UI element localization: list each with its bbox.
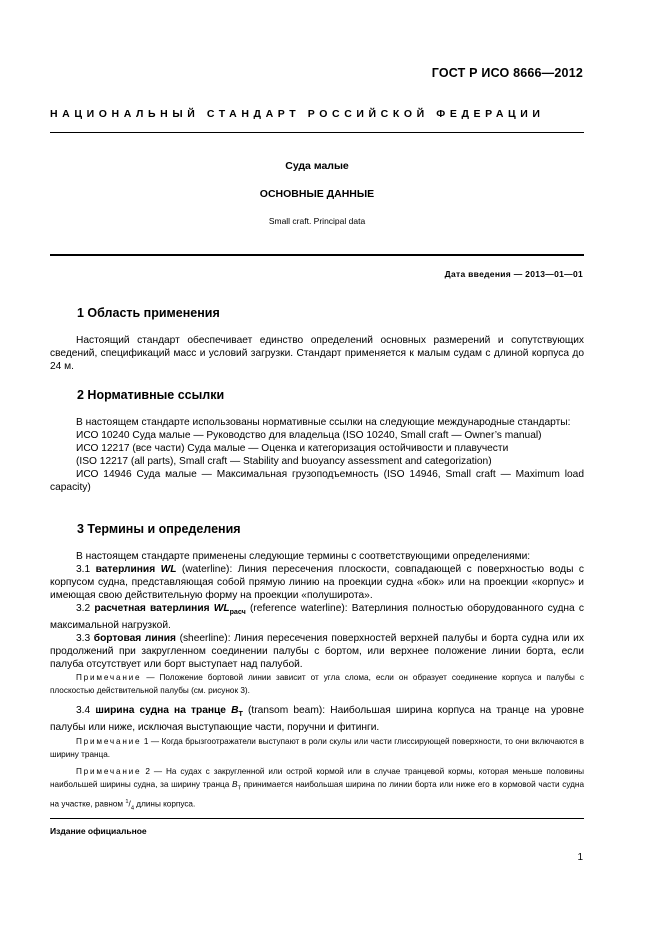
term-english: (sheerline): (179, 633, 231, 645)
section-3-body (50, 550, 584, 671)
term-definition: Линия пересечения поверхностей верхней палубы и борта судна или их продолжений при закругленном соединении палубы с бортом, или верхнее положение линии борта, если палуба отсутствует или борт выступает над палубой. (50, 633, 584, 671)
title-line-english: Small craft. Principal data (268, 216, 366, 226)
page-number: 1 (577, 852, 583, 863)
term-number: 3.2 (76, 603, 91, 614)
term-name: бортовая линия (93, 633, 176, 645)
note-text: — Положение бортовой линии зависит от угла слома, если он образует соединение корпуса и палубы с плоскостью действительной палубы (см. рисунок 3). (50, 673, 584, 695)
term-symbol: B (231, 705, 239, 716)
section-1-paragraph: Настоящий стандарт обеспечивает единство определений основных размерений и сопутствующих сведений, спецификаций масс и условий загрузки. Стандарт применяется к малым судам с длиной корпуса до 24 м. (50, 335, 584, 372)
term-english: (transom beam): (248, 705, 326, 716)
note-label: Примечание (76, 673, 142, 682)
term-symbol: WL (160, 564, 177, 575)
term-number: 3.4 (76, 705, 91, 716)
term-number: 3.3 (76, 633, 91, 645)
section-2-intro: В настоящем стандарте использованы нормативные ссылки на следующие международные стандарты: (76, 417, 571, 428)
term-name: ширина судна на транце (95, 705, 226, 716)
note-3-4-2: Примечание 2 — На судах с закругленной или острой кормой или в случае транцевой кормы, которая меньше половины наибольшей ширины судна, за ширину транца $B_T$ принимается наибольшая ширина по линии борта или ниже его в кормовой части судна на участке, равном $^1/_4$ длины корпуса. (50, 767, 585, 812)
term-number: 3.1 (76, 564, 91, 575)
normative-reference: ИСО 14946 Суда малые — Максимальная грузоподъемность (ISO 14946, Small craft — Maximum load capacity) (50, 469, 584, 493)
term-english: (waterline): (181, 564, 233, 575)
note-label: Примечание (76, 767, 142, 776)
fraction-numerator: 1 (125, 798, 129, 805)
term-symbol: WL (213, 603, 230, 614)
note-label: Примечание (76, 737, 142, 746)
term-definition: Наибольшая ширина корпуса на транце на уровне палубы или ниже, исключая выступающие части, поручни и фитинги. (50, 705, 584, 734)
term-3-1 (50, 563, 584, 602)
term-name: ватерлиния (95, 564, 156, 575)
term-symbol-subscript: T (237, 785, 241, 792)
title-line-1: Суда малые (285, 160, 349, 172)
term-3-3 (50, 632, 584, 671)
normative-reference: ИСО 10240 Суда малые — Руководство для владельца (ISO 10240, Small craft — Owner’s manual) (76, 430, 542, 441)
term-definition: Линия пересечения плоскости, совпадающей с поверхностью воды с корпусом судна, представляющая собой прямую линию на проекции судна «бок» или на проекции «корпус» и имеющая свою действительную форму на проекции «полуширота». (50, 564, 584, 601)
section-2-body (50, 416, 584, 494)
title-rule (50, 254, 584, 256)
section-3-intro: В настоящем стандарте применены следующие термины с соответствующими определениями: (76, 551, 531, 562)
section-3-heading: 3 Термины и определения (77, 522, 241, 536)
footer-rule (50, 818, 584, 819)
note-3-4-1 (50, 735, 584, 761)
section-2-heading: 2 Нормативные ссылки (77, 388, 225, 402)
title-line-2: ОСНОВНЫЕ ДАННЫЕ (259, 188, 375, 200)
normative-reference: ИСО 12217 (все части) Суда малые — Оценка и категоризация остойчивости и плавучести (76, 443, 509, 454)
term-definition: Ватерлиния полностью оборудованного судна с максимальной нагрузкой. (50, 603, 584, 632)
document-number: ГОСТ Р ИСО 8666—2012 (431, 66, 583, 80)
term-symbol: B (231, 780, 238, 789)
term-3-4 (50, 704, 584, 734)
term-name: расчетная ватерлиния (94, 603, 210, 614)
official-edition: Издание официальное (50, 826, 147, 836)
section-1-heading: 1 Область применения (77, 306, 220, 320)
note-text: длины корпуса. (136, 799, 196, 809)
term-english: (reference waterline): (250, 603, 348, 614)
note-3-3 (50, 671, 584, 697)
introduction-date: Дата введения — 2013—01—01 (444, 269, 583, 279)
note-text: 2 — На судах с закругленной или острой кормой или в случае транцевой кормы, которая меньше половины наибольшей ширины судна, за ширину транца (50, 767, 584, 789)
term-3-2 (50, 602, 584, 632)
note-text: 1 — Когда брызгоотражатели выступают в роли скулы или части глиссирующей поверхности, то они включаются в ширину транца. (50, 737, 584, 759)
normative-reference: (ISO 12217 (all parts), Small craft — Stability and buoyancy assessment and categorization) (76, 456, 492, 467)
header-rule (50, 132, 584, 133)
term-symbol-subscript: расч (229, 608, 246, 617)
term-symbol-subscript: T (238, 710, 243, 719)
national-standard-banner: НАЦИОНАЛЬНЫЙ СТАНДАРТ РОССИЙСКОЙ ФЕДЕРАЦИИ (50, 108, 545, 120)
fraction-denominator: 4 (130, 805, 135, 812)
note-text: принимается наибольшая ширина по линии борта или ниже его в кормовой части судна на участке, равном (50, 780, 585, 809)
